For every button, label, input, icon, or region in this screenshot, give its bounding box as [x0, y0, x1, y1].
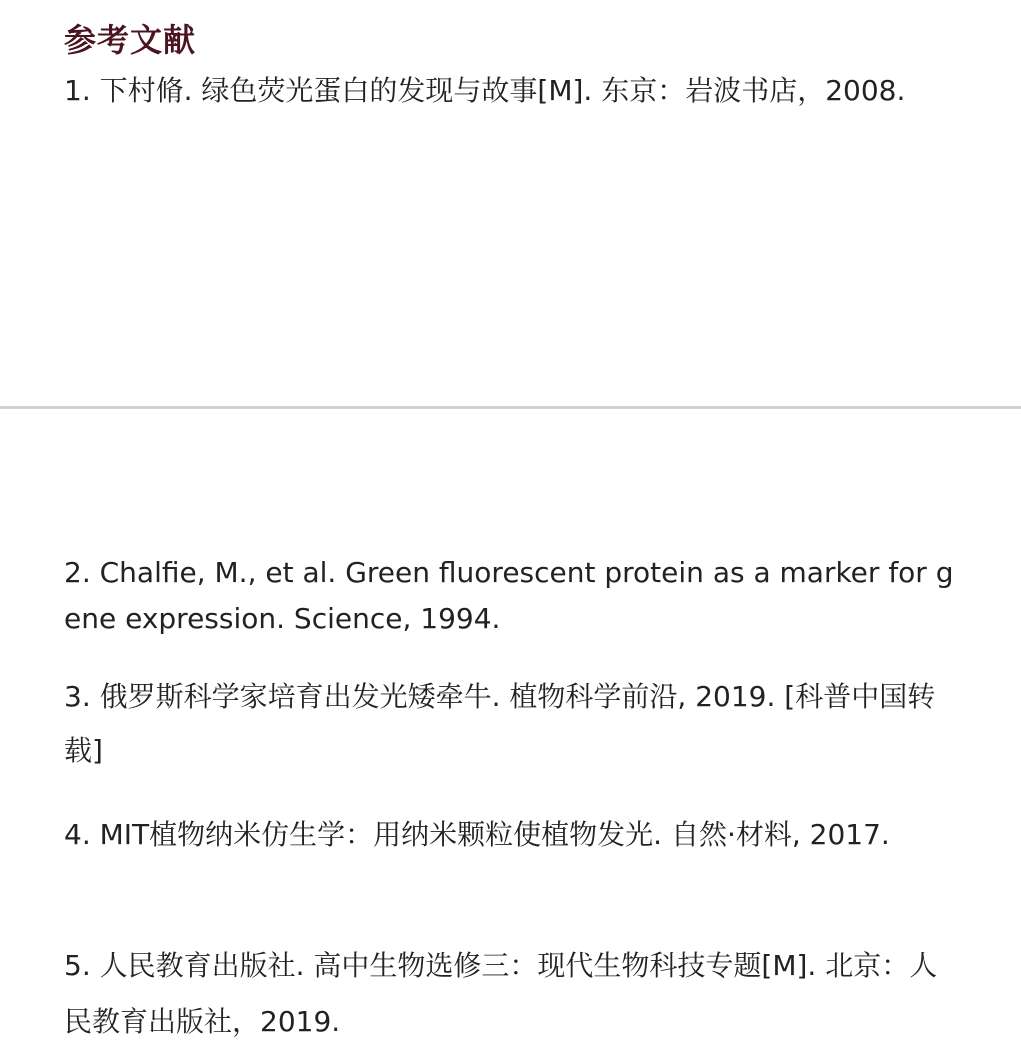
reference-item-4: 4. MIT植物纳米仿生学：用纳米颗粒使植物发光. 自然·材料, 2017. [64, 818, 890, 851]
reference-item-2: 2. Chalfie, M., et al. Green fluorescent protein as a marker for gene expression. Science, 1994. [64, 556, 954, 635]
reference-item-3: 3. 俄罗斯科学家培育出发光矮牵牛. 植物科学前沿, 2019. [科普中国转载] [64, 680, 936, 767]
reference-item-5: 5. 人民教育出版社. 高中生物选修三：现代生物科技专题[M]. 北京：人民教育出版社，2019. [64, 949, 938, 1038]
page-divider [0, 406, 1021, 409]
reference-item-1: 1. 下村脩. 绿色荧光蛋白的发现与故事[M]. 东京：岩波书店，2008. [64, 74, 906, 107]
section-title: 参考文献 [64, 21, 197, 59]
